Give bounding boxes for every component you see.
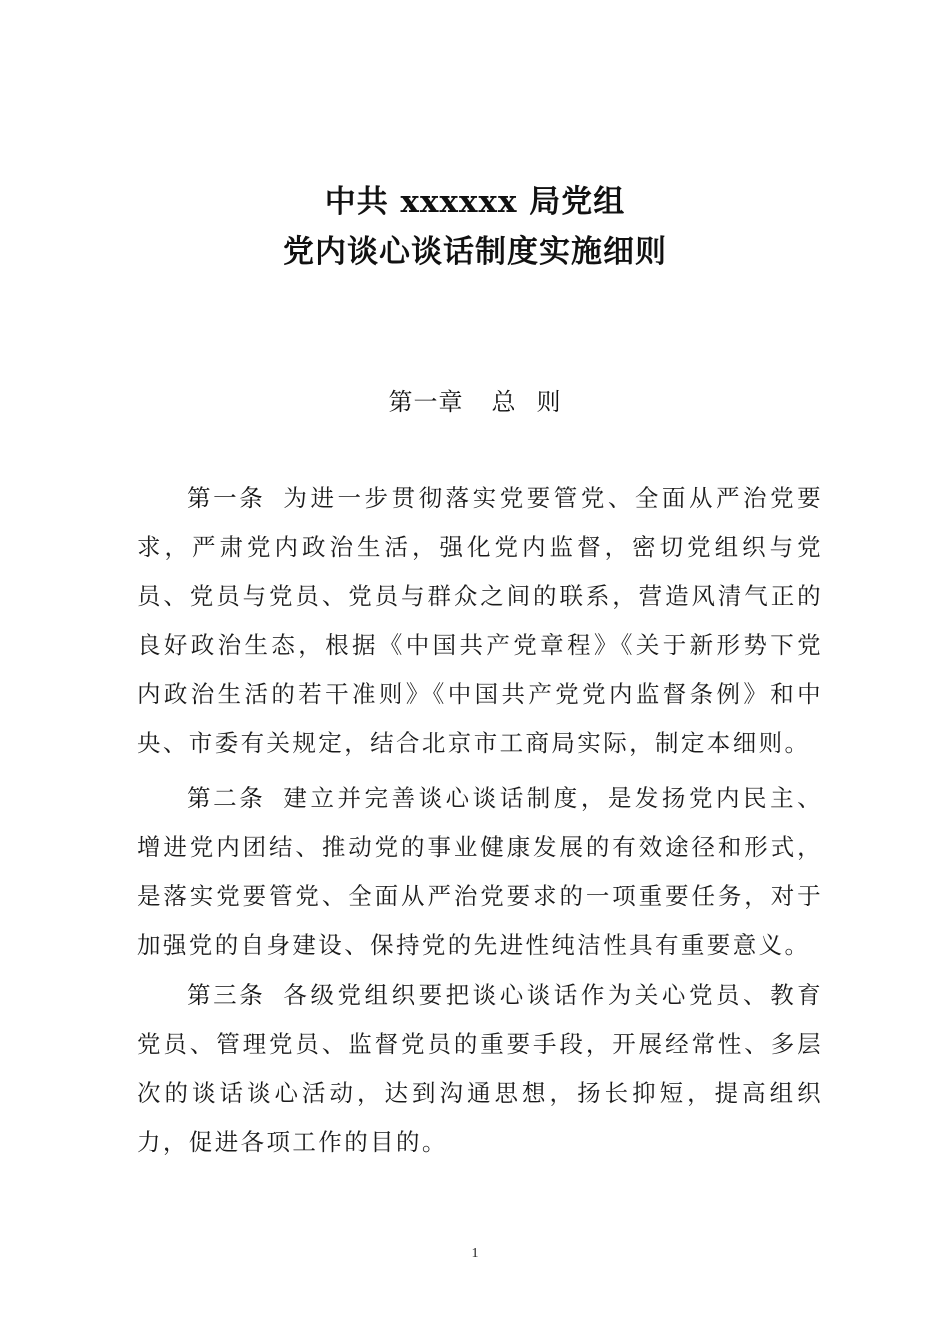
document-title-line-2: 党内谈心谈话制度实施细则	[283, 234, 667, 270]
article-label: 第一条	[187, 484, 266, 512]
article-1	[137, 474, 823, 768]
article-text: 为进一步贯彻落实党要管党、全面从严治党要求，严肃党内政治生活，强化党内监督，密切党组织与党员、党员与党员、党员与群众之间的联系，营造风清气正的良好政治生态，根据《中国共产党章程》《关于新形势下党内政治生活的若干准则》《中国共产党党内监督条例》和中央、市委有关规定，结合北京市工商局实际，制定本细则。	[137, 484, 824, 757]
page-number: 1	[471, 1246, 479, 1261]
chapter-number: 第一章	[388, 388, 464, 416]
article-3	[137, 971, 823, 1167]
chapter-title-part-1: 总	[491, 388, 517, 416]
article-text: 各级党组织要把谈心谈话作为关心党员、教育党员、管理党员、监督党员的重要手段，开展经常性、多层次的谈话谈心活动，达到沟通思想，扬长抑短，提高组织力，促进各项工作的目的。	[137, 981, 824, 1156]
article-label: 第二条	[187, 784, 266, 812]
chapter-heading	[0, 382, 950, 417]
document-title-line-1: 中共 xxxxxx 局党组	[324, 184, 626, 220]
chapter-title-part-2: 则	[536, 388, 562, 416]
article-label: 第三条	[187, 981, 266, 1009]
article-text: 建立并完善谈心谈话制度，是发扬党内民主、增进党内团结、推动党的事业健康发展的有效途径和形式，是落实党要管党、全面从严治党要求的一项重要任务，对于加强党的自身建设、保持党的先进性纯洁性具有重要意义。	[137, 784, 824, 959]
article-2	[137, 774, 823, 970]
